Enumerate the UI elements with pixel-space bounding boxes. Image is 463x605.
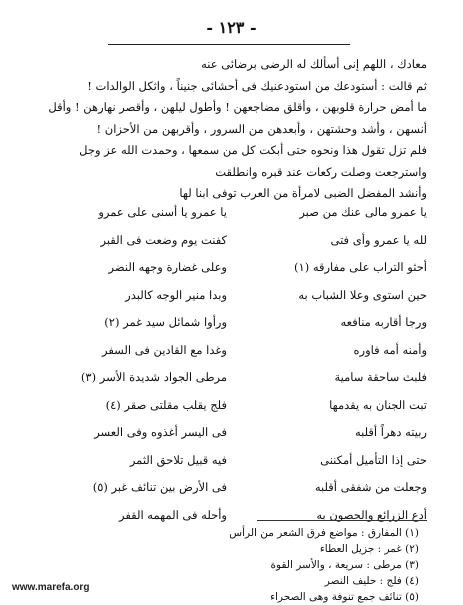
page-number: - ١٢٣ - [206,18,257,37]
prose-line: وأنشد المفضل الضبى لامرأة من العرب توفى ابنا لها [179,186,427,200]
verse-second-hemistich: ورأوا شمائل سيد غمر (٢) [104,315,227,329]
poem-verse [77,425,427,453]
verse-first-hemistich: ربيته دهراً أقلبه [354,425,427,439]
prose-line: معادك ، اللهم إنى أسألك له الرضى برضائى عنه [201,57,427,71]
verse-first-hemistich: وأمنه أمه فاوره [353,342,427,357]
verse-first-hemistich: فلبث ساحقة سامية [334,370,427,384]
prose-block [27,54,427,205]
poem-verse [77,398,427,426]
verse-second-hemistich: وعلى غضارة وجهه النضر [108,260,227,274]
poem-verse [77,288,427,316]
poem-block [77,205,427,535]
footnotes-block [119,525,419,605]
poem-verse [77,480,427,508]
verse-second-hemistich: وغدا مع القادين فى السفر [101,342,227,357]
verse-second-hemistich: كفنت يوم وضعت فى القبر [100,232,227,247]
verse-second-hemistich: يا عمرو يا أسنى على عمرو [98,205,227,219]
footnote: (٤) فلج : حليف النصر [324,575,419,587]
footnote-rule [257,520,427,521]
poem-verse [77,260,427,288]
poem-verse [77,343,427,371]
poem-verse [77,205,427,233]
prose-line: ثم قالت : أستودعك من استودعنيك فى أحشائى جنيناً ، واثكل الوالدات ! [87,78,427,93]
verse-second-hemistich: فلج يقلب مقلتى صقر (٤) [105,397,227,412]
poem-verse [77,370,427,398]
verse-first-hemistich: حين استوى وعلا الشباب به [298,287,427,302]
verse-second-hemistich: وأحله فى المهمه القفر [118,507,227,522]
verse-first-hemistich: حتى إذا التأميل أمكننى [320,452,427,467]
verse-first-hemistich: يا عمرو مالى عنك من صبر [299,205,427,219]
prose-line: ما أمض حرارة قلوبهن ، وأقلق مضاجعهن ! وأطول ليلهن ، وأقصر نهارهن ! وأقل [48,100,427,114]
verse-first-hemistich: تبت الجنان به يقدمها [329,397,427,412]
footnote: (٣) مرطى : سريعة ، والأسر القوة [270,559,419,571]
verse-first-hemistich: ورجا أقاربه منافعه [340,315,427,329]
verse-first-hemistich: لله يا عمرو وأى فتى [330,232,427,247]
verse-first-hemistich: أحثو التراب على مفارقه (١) [294,260,427,274]
verse-first-hemistich: أدع الزرائع والحصون به [316,507,427,522]
poem-verse [77,315,427,343]
footnote: (٥) تنائف جمع تنوفة وهى الصحراء [270,591,419,603]
prose-line: واسترجعت وصلت ركعات عند قبره وانطلقت [215,164,427,179]
verse-second-hemistich: فى اليسر أغذوه وفى العسر [94,425,227,439]
prose-line: أنسهن ، وأشد وحشتهن ، وأبعدهن من السرور ، وأقربهن من الأحزان ! [96,121,427,136]
verse-second-hemistich: فى الأرض بين تنائف غبر (٥) [92,480,227,494]
verse-first-hemistich: وجعلت من شفقى أقلبه [314,480,427,494]
footnote: (١) المفارق : مواضع فرق الشعر من الرأس [229,527,419,539]
footnote: (٢) غمر : جزيل العطاء [319,543,419,555]
poem-verse [77,453,427,481]
header-rule [108,44,350,45]
verse-second-hemistich: مرطى الجواد شديدة الأسر (٣) [80,370,227,384]
poem-verse [77,233,427,261]
verse-second-hemistich: وبدا منير الوجه كالبدر [125,287,227,302]
verse-second-hemistich: فيه قبيل تلاحق الثمر [129,452,227,467]
prose-line: فلم تزل تقول هذا ونحوه حتى أبكت كل من سمعها ، وحمدت الله عز وجل [79,143,427,157]
site-watermark: www.marefa.org [12,582,90,593]
